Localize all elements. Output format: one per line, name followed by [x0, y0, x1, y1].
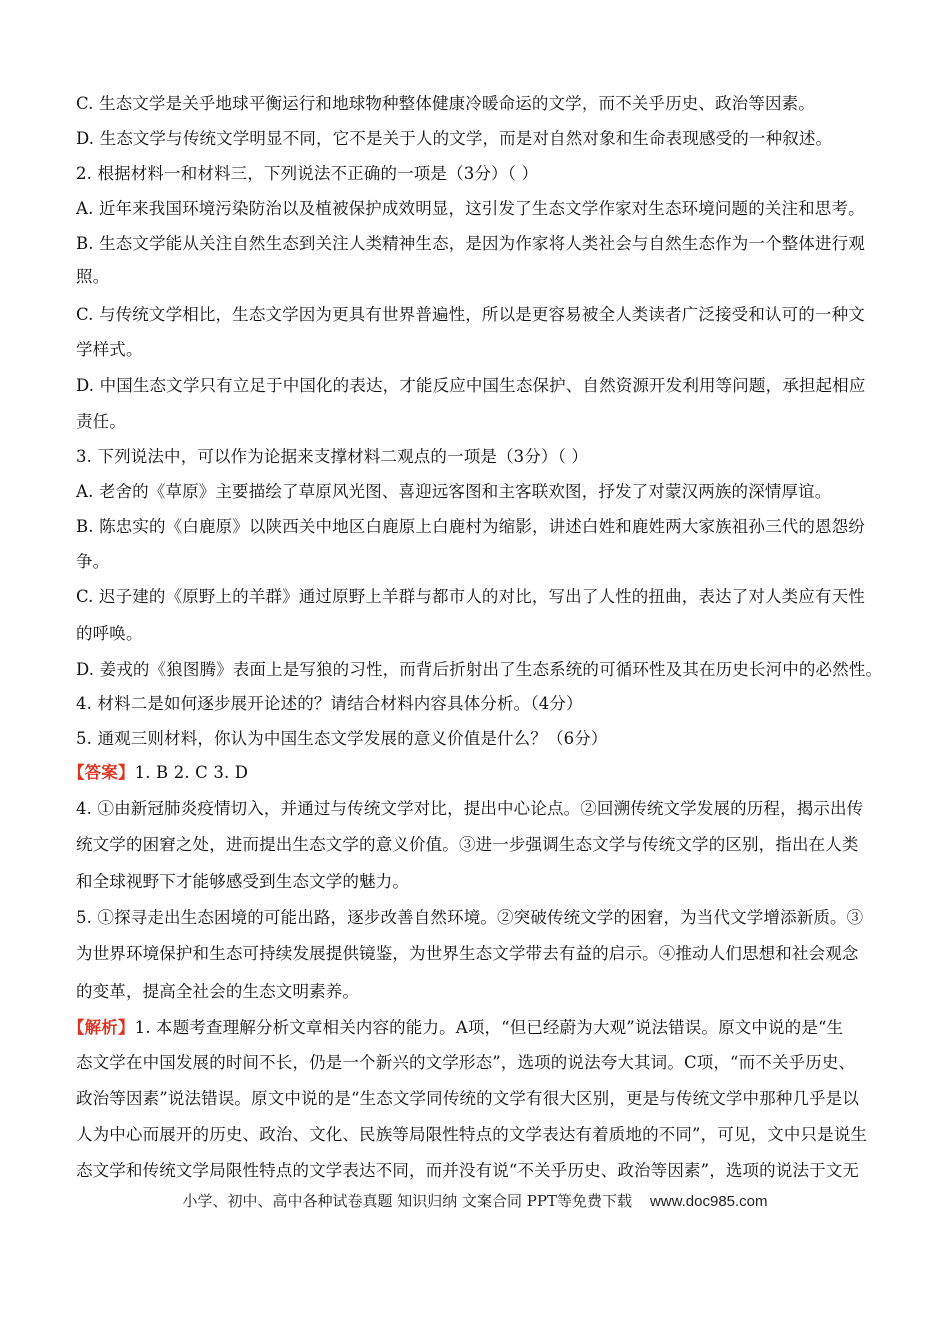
option-3a: A. 老舍的《草原》主要描绘了草原风光图、喜迎远客图和主客联欢图，抒发了对蒙汉两族的深情厚谊。	[76, 482, 832, 501]
question-5: 5. 通观三则材料，你认为中国生态文学发展的意义价值是什么？（6分）	[76, 729, 608, 748]
analysis-line-5: 态文学和传统文学局限性特点的文学表达不同，而并没有说“不关乎历史、政治等因素”，选项的说法于文无	[76, 1161, 860, 1180]
option-2d-cont: 责任。	[76, 412, 126, 431]
option-3d: D. 姜戎的《狼图腾》表面上是写狼的习性，而背后折射出了生态系统的可循环性及其在历史长河中的必然性。	[76, 660, 883, 679]
answer-4-line-2: 统文学的困窘之处，进而提出生态文学的意义价值。③进一步强调生态文学与传统文学的区别，指出在人类	[76, 835, 859, 854]
answer-choices: 1. B 2. C 3. D	[134, 763, 249, 782]
option-2c: C. 与传统文学相比，生态文学因为更具有世界普遍性，所以是更容易被全人类读者广泛接受和认可的一种文	[76, 305, 865, 324]
option-1d: D. 生态文学与传统文学明显不同，它不是关于人的文学，而是对自然对象和生命表现感受的一种叙述。	[76, 129, 833, 148]
answer-line	[68, 761, 900, 785]
analysis-text: 1. 本题考查理解分析文章相关内容的能力。A项，“但已经蔚为大观”说法错误。原文中说的是“生	[134, 1018, 844, 1037]
answer-5-line-2: 为世界环境保护和生态可持续发展提供镜鉴，为世界生态文学带去有益的启示。④推动人们思想和社会观念	[76, 944, 859, 963]
analysis-line-1	[68, 1016, 900, 1040]
question-2: 2. 根据材料一和材料三，下列说法不正确的一项是（3分）（ ）	[76, 164, 539, 183]
question-3: 3. 下列说法中，可以作为论据来支撑材料二观点的一项是（3分）（ ）	[76, 447, 589, 466]
option-2d: D. 中国生态文学只有立足于中国化的表达，才能反应中国生态保护、自然资源开发利用等问题，承担起相应	[76, 376, 866, 395]
page-footer	[0, 1190, 950, 1211]
answer-4-line-3: 和全球视野下才能够感受到生态文学的魅力。	[76, 872, 409, 891]
answer-tag: 【答案】	[68, 763, 135, 782]
answer-5-line-1: 5. ①探寻走出生态困境的可能出路，逐步改善自然环境。②突破传统文学的困窘，为当代文学增添新质。③	[76, 908, 864, 927]
analysis-line-3: 政治等因素”说法错误。原文中说的是“生态文学同传统的文学有很大区别，更是与传统文学中那种几乎是以	[76, 1089, 860, 1108]
answer-4-line-1: 4. ①由新冠肺炎疫情切入，并通过与传统文学对比，提出中心论点。②回溯传统文学发展的历程，揭示出传	[76, 799, 864, 818]
answer-5-line-3: 的变革，提高全社会的生态文明素养。	[76, 982, 360, 1001]
option-3c: C. 迟子建的《原野上的羊群》通过原野上羊群与都市人的对比，写出了人性的扭曲，表达了对人类应有天性	[76, 587, 865, 606]
footer-text: 小学、初中、高中各种试卷真题 知识归纳 文案合同 PPT等免费下载	[182, 1192, 632, 1210]
analysis-line-4: 人为中心而展开的历史、政治、文化、民族等局限性特点的文学表达有着质地的不同”，可见，文中只是说生	[76, 1125, 868, 1144]
option-2b: B. 生态文学能从关注自然生态到关注人类精神生态，是因为作家将人类社会与自然生态作为一个整体进行观	[76, 234, 865, 253]
footer-url[interactable]: www.doc985.com	[649, 1193, 768, 1210]
option-1c: C. 生态文学是关乎地球平衡运行和地球物种整体健康冷暖命运的文学，而不关乎历史、政治等因素。	[76, 94, 815, 113]
option-2c-cont: 学样式。	[76, 340, 143, 359]
question-4: 4. 材料二是如何逐步展开论述的？请结合材料内容具体分析。（4分）	[76, 694, 583, 713]
option-3b-cont: 争。	[76, 552, 110, 571]
analysis-line-2: 态文学在中国发展的时间不长，仍是一个新兴的文学形态”，选项的说法夸大其词。C项，“而不关乎历史、	[76, 1053, 856, 1072]
option-2b-cont: 照。	[76, 267, 110, 286]
option-2a: A. 近年来我国环境污染防治以及植被保护成效明显，这引发了生态文学作家对生态环境问题的关注和思考。	[76, 199, 865, 218]
option-3b: B. 陈忠实的《白鹿原》以陕西关中地区白鹿原上白鹿村为缩影，讲述白姓和鹿姓两大家族祖孙三代的恩怨纷	[76, 517, 865, 536]
option-3c-cont: 的呼唤。	[76, 624, 143, 643]
analysis-tag: 【解析】	[68, 1018, 135, 1037]
